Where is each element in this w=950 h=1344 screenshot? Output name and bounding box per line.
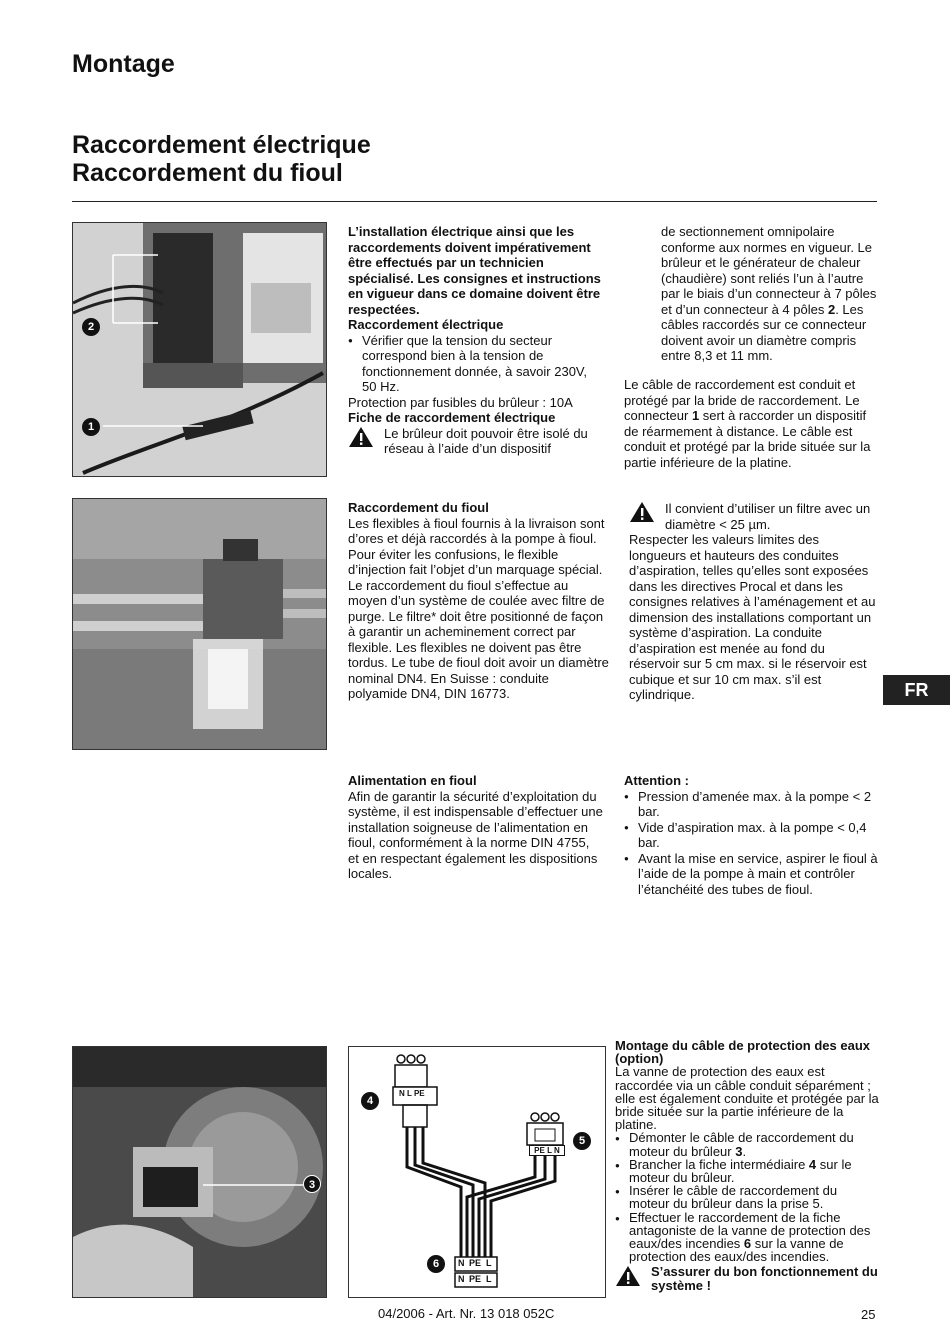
header-rule <box>72 201 877 202</box>
callout-3: 3 <box>303 1175 321 1193</box>
plug-4-label: N L PE <box>399 1089 425 1098</box>
terminal-top-n: N <box>458 1258 465 1268</box>
electrical-heading: Raccordement électrique <box>348 317 504 332</box>
language-tab[interactable]: FR <box>883 675 950 705</box>
attention-heading: Attention : <box>624 773 689 788</box>
terminal-top-l: L <box>486 1258 492 1268</box>
photo-electrical-connection <box>72 222 327 477</box>
attention-item: ● Pression d’amenée max. à la pompe < 2 bar. <box>624 789 879 820</box>
terminal-bottom-pe: PE <box>469 1274 482 1284</box>
callout-2: 2 <box>82 318 100 336</box>
suction-text: Respecter les valeurs limites des longueurs et hauteurs des conduites d’aspiration, telles qu’elles sont exposées dans les directives Procal et dans les consignes relatives à l’aménagement et au dimension des installations comportant un système d’aspiration. La conduite d’aspiration est menée au fond du réservoir sur 5 cm max. si le réservoir est cubique et sur 10 cm max. s’il est cylindrique. <box>629 532 876 702</box>
cable-paragraph: Le câble de raccordement est conduit et protégé par la bride de raccordement. Le connecteur 1 sert à raccorder un dispositif de réarmement à distance. Le câble est conduit et protégé par la bride située sur la partie inférieure de la platine. <box>624 377 871 470</box>
protection-step: ● Insérer le câble de raccordement du moteur du brûleur dans la prise 5. <box>615 1184 881 1210</box>
footer-reference: 04/2006 - Art. Nr. 13 018 052C <box>378 1306 555 1321</box>
attention-item: ● Avant la mise en service, aspirer le fioul à l’aide de la pompe à main et contrôler l’étanchéité des tubes de fioul. <box>624 851 879 898</box>
attention-item: ● Vide d’aspiration max. à la pompe < 0,4 bar. <box>624 820 879 851</box>
protection-cable-block <box>615 1039 881 1292</box>
warning-icon <box>615 1265 641 1287</box>
page-title-line1: Raccordement électrique <box>72 131 371 159</box>
plug-5-label: PE L N <box>529 1145 565 1156</box>
photo-burner-motor <box>72 1046 327 1298</box>
photo-motor-drawing <box>73 1047 327 1298</box>
terminal-top-pe: PE <box>469 1258 482 1268</box>
oil-supply-heading: Alimentation en fioul <box>348 773 477 788</box>
oil-column-1 <box>348 500 610 702</box>
callout-6: 6 <box>427 1255 445 1273</box>
electrical-intro: L’installation électrique ainsi que les raccordements doivent impérativement être effectués par un technicien spécialisé. Les consignes et instructions en vigueur dans ce domaine doivent être respectées. <box>348 224 601 317</box>
warning-function-text: S’assurer du bon fonctionnement du système ! <box>651 1264 878 1293</box>
protection-step: ● Effectuer le raccordement de la fiche antagoniste de la vanne de protection des eaux/des incendies 6 sur la vanne de protection des eaux/des incendies. <box>615 1211 881 1264</box>
electrical-column-1 <box>348 224 603 457</box>
warning-filter-text: Il convient d’utiliser un filtre avec un diamètre < 25 µm. <box>665 501 871 532</box>
plug-heading: Fiche de raccordement électrique <box>348 410 556 425</box>
oil-supply <box>348 773 603 882</box>
photo-oil-filter-drawing <box>73 499 327 750</box>
electrical-continuation <box>661 224 881 364</box>
callout-5: 5 <box>573 1132 591 1150</box>
oil-supply-body: Afin de garantir la sécurité d’exploitation du système, il est indispensable d’effectuer une installation soigneuse de l’alimentation en fioul, conformément à la norme DIN 4755, et en respectant également les dispositions locales. <box>348 788 603 881</box>
callout-1: 1 <box>82 418 100 436</box>
protection-heading: Montage du câble de protection des eaux (option) <box>615 1038 870 1067</box>
attention-block <box>624 773 879 897</box>
protection-step: ● Brancher la fiche intermédiaire 4 sur le moteur du brûleur. <box>615 1158 881 1184</box>
photo-electrical-drawing <box>73 223 327 477</box>
oil-body: Les flexibles à fioul fournis à la livraison sont d’ores et déjà raccordés à la pompe à fioul. Pour éviter les confusions, le flexible d’injection fait l’objet d’un marquage spécial. Le raccordement du fioul s’effectue au moyen d’un système de coulée avec filtre de purge. Le filtre* doit être positionné de façon à garantir un acheminement correct par flexible. Les flexibles ne doivent pas être tordus. Le tube de fioul doit avoir un diamètre nominal DN4. En Suisse : conduite polyamide DN4, DIN 16773. <box>348 515 609 701</box>
oil-heading: Raccordement du fioul <box>348 500 489 515</box>
callout-4: 4 <box>361 1092 379 1110</box>
page-number: 25 <box>861 1307 876 1322</box>
section-title: Montage <box>72 50 175 78</box>
warning-filter <box>629 501 879 532</box>
warning-isolation <box>348 426 603 457</box>
terminal-bottom-n: N <box>458 1274 465 1284</box>
warning-icon <box>629 501 655 523</box>
terminal-bottom-l: L <box>486 1274 492 1284</box>
warning-function <box>615 1265 881 1291</box>
connector-text: de sectionnement omnipolaire conforme aux normes en vigueur. Le brûleur et le générateur de chaleur (chaudière) sont reliés l’un à l’autre par le biais d’un connecteur à 7 pôles et d’un connecteur à 4 pôles 2. Les câbles raccordés sur ce connecteur doivent avoir un diamètre compris entre 8,3 et 11 mm. <box>661 224 877 363</box>
warning-isolation-text: Le brûleur doit pouvoir être isolé du réseau à l’aide d’un dispositif <box>384 425 588 456</box>
photo-oil-filter <box>72 498 327 750</box>
fuse-text: Protection par fusibles du brûleur : 10A <box>348 394 573 410</box>
protection-step: ● Démonter le câble de raccordement du moteur du brûleur 3. <box>615 1131 881 1157</box>
protection-body: La vanne de protection des eaux est raccordée via un câble conduit séparément ; elle est également conduite et protégée par la bride située sur la partie inférieure de la platine. <box>615 1064 879 1133</box>
page-title-line2: Raccordement du fioul <box>72 159 343 187</box>
warning-icon <box>348 426 374 448</box>
oil-column-2 <box>629 501 879 703</box>
electrical-bullet-voltage: ● Vérifier que la tension du secteur correspond bien à la tension de fonctionnement donnée, à savoir 230V, 50 Hz. <box>348 333 603 395</box>
wiring-diagram <box>348 1046 606 1298</box>
